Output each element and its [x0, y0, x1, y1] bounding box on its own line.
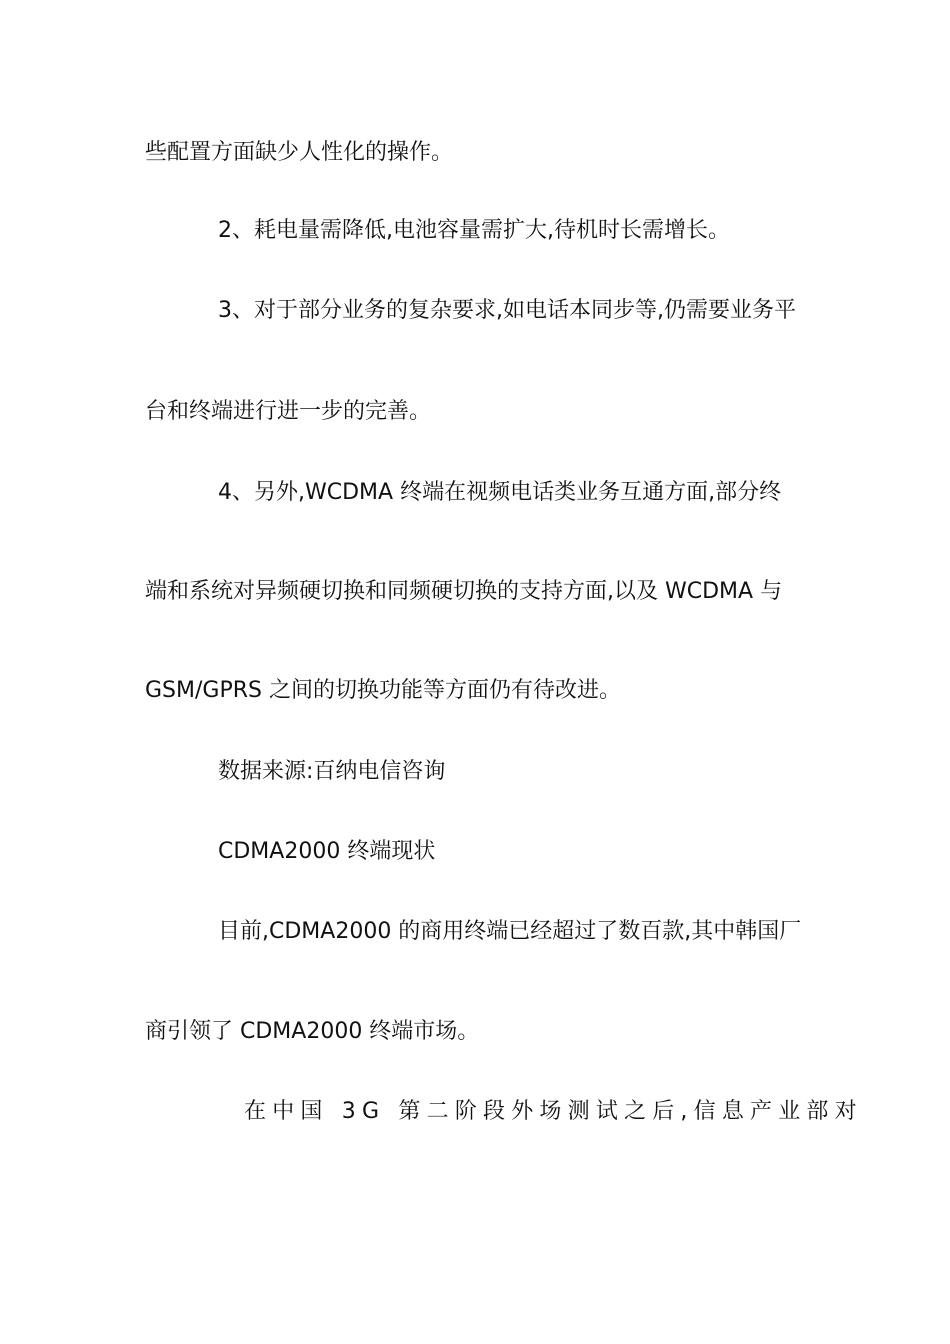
paragraph-line: 端和系统对异频硬切换和同频硬切换的支持方面,以及 WCDMA 与	[145, 579, 783, 604]
paragraph-line: 些配置方面缺少人性化的操作。	[145, 140, 454, 165]
paragraph-line: 商引领了 CDMA2000 终端市场。	[145, 1019, 480, 1044]
paragraph-line: 台和终端进行进一步的完善。	[145, 399, 432, 424]
paragraph-line: CDMA2000 终端现状	[218, 839, 436, 864]
paragraph-line: 3、对于部分业务的复杂要求,如电话本同步等,仍需要业务平	[218, 298, 796, 323]
paragraph-line: 目前,CDMA2000 的商用终端已经超过了数百款,其中韩国厂	[218, 919, 802, 944]
paragraph-line: GSM/GPRS 之间的切换功能等方面仍有待改进。	[145, 678, 621, 703]
paragraph-line: 数据来源:百纳电信咨询	[218, 759, 446, 784]
paragraph-line: 在中国 3G 第二阶段外场测试之后,信息产业部对	[244, 1099, 863, 1124]
paragraph-line: 2、耗电量需降低,电池容量需扩大,待机时长需增长。	[218, 218, 730, 243]
paragraph-line: 4、另外,WCDMA 终端在视频电话类业务互通方面,部分终	[218, 480, 782, 505]
